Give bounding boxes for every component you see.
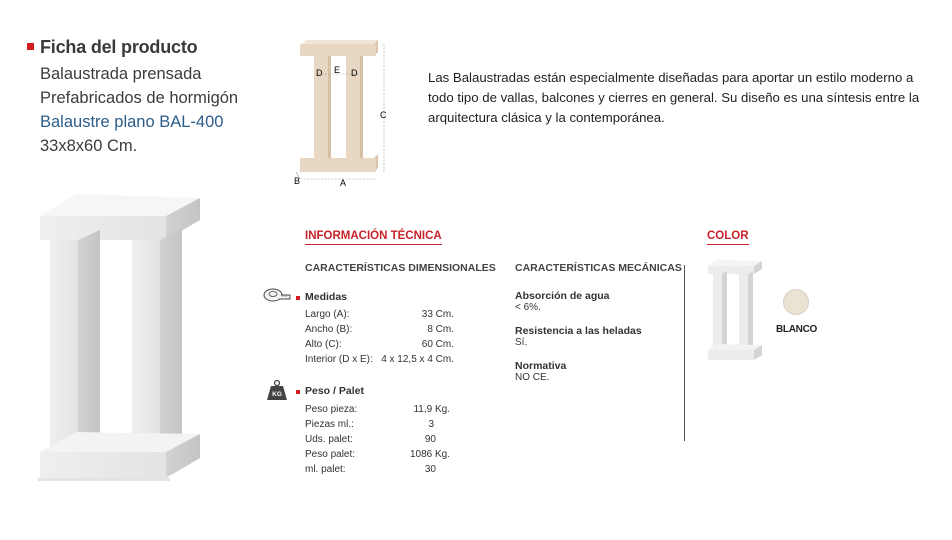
- weight-icon-text: KG: [272, 391, 282, 398]
- product-image: [34, 188, 206, 496]
- mecanicas-key: Resistencia a las heladas: [515, 325, 642, 337]
- medidas-value: 60 Cm.: [421, 339, 454, 350]
- mecanicas-item: [515, 290, 675, 325]
- medidas-bullet: [296, 296, 300, 300]
- peso-key: ml. palet:: [305, 464, 346, 475]
- dimension-diagram: [290, 38, 400, 190]
- peso-key: Uds. palet:: [305, 434, 353, 445]
- peso-table: [305, 404, 450, 479]
- section-divider: [684, 265, 685, 441]
- peso-value: 90: [424, 434, 436, 445]
- medidas-table: [305, 309, 454, 369]
- peso-label: Peso / Palet: [305, 385, 364, 397]
- color-product-image: [706, 258, 764, 366]
- dim-label-d1: D: [316, 68, 323, 78]
- medidas-value: 8 Cm.: [427, 324, 454, 335]
- mecanicas-value: NO CE.: [515, 372, 550, 383]
- page-title: Ficha del producto: [40, 37, 198, 57]
- medidas-row: [305, 324, 454, 339]
- peso-key: Peso pieza:: [305, 404, 358, 415]
- dim-label-c: C: [380, 110, 387, 120]
- peso-row: [305, 404, 450, 419]
- medidas-label: Medidas: [305, 291, 348, 303]
- mecanicas-item: [515, 360, 675, 395]
- color-name: BLANCO: [776, 324, 817, 335]
- peso-row: [305, 449, 450, 464]
- dim-label-d2: D: [351, 68, 358, 78]
- color-heading: COLOR: [707, 230, 749, 245]
- dim-label-b: B: [294, 176, 301, 186]
- mecanicas-list: [515, 290, 675, 395]
- dim-label-a: A: [340, 178, 347, 188]
- medidas-row: [305, 309, 454, 324]
- medidas-key: Ancho (B):: [305, 324, 353, 335]
- title-bullet: [27, 43, 34, 50]
- mecanicas-key: Normativa: [515, 360, 567, 372]
- peso-key: Piezas ml.:: [305, 419, 354, 430]
- mecanicas-value: Sí.: [515, 337, 528, 348]
- medidas-key: Interior (D x E):: [305, 354, 373, 365]
- medidas-row: [305, 354, 454, 369]
- info-tecnica-heading: INFORMACIÓN TÉCNICA: [305, 230, 442, 245]
- product-line-1: Balaustrada prensada: [40, 65, 202, 83]
- medidas-row: [305, 339, 454, 354]
- product-description: Las Balaustradas están especialmente diseñadas para aportar un estilo moderno a todo tipo de vallas, balcones y cierres en general. Su diseño es una síntesis entre la arquitectura clásica y la contemporánea.: [428, 70, 920, 125]
- peso-key: Peso palet:: [305, 449, 356, 460]
- peso-row: [305, 464, 450, 479]
- mecanicas-item: [515, 325, 675, 360]
- medidas-key: Largo (A):: [305, 309, 350, 320]
- weight-kg-icon: [266, 379, 288, 401]
- medidas-value: 4 x 12,5 x 4 Cm.: [381, 354, 454, 365]
- mecanicas-key: Absorción de agua: [515, 290, 610, 302]
- dim-label-e: E: [334, 65, 341, 75]
- peso-value: 1086 Kg.: [409, 449, 450, 460]
- color-swatch-blanco: [783, 289, 809, 315]
- tape-measure-icon: [263, 286, 291, 304]
- product-model: Balaustre plano BAL-400: [40, 113, 224, 131]
- peso-bullet: [296, 390, 300, 394]
- peso-row: [305, 419, 450, 434]
- product-line-2: Prefabricados de hormigón: [40, 89, 239, 107]
- peso-value: 11,9 Kg.: [413, 404, 450, 415]
- product-size: 33x8x60 Cm.: [40, 137, 138, 155]
- mecanicas-value: < 6%.: [515, 302, 541, 313]
- dimensional-heading: CARACTERÍSTICAS DIMENSIONALES: [305, 262, 496, 274]
- peso-value: 30: [424, 464, 436, 475]
- mecanicas-heading: CARACTERÍSTICAS MECÁNICAS: [515, 262, 682, 274]
- medidas-key: Alto (C):: [305, 339, 342, 350]
- peso-value: 3: [428, 419, 434, 430]
- peso-row: [305, 434, 450, 449]
- medidas-value: 33 Cm.: [421, 309, 454, 320]
